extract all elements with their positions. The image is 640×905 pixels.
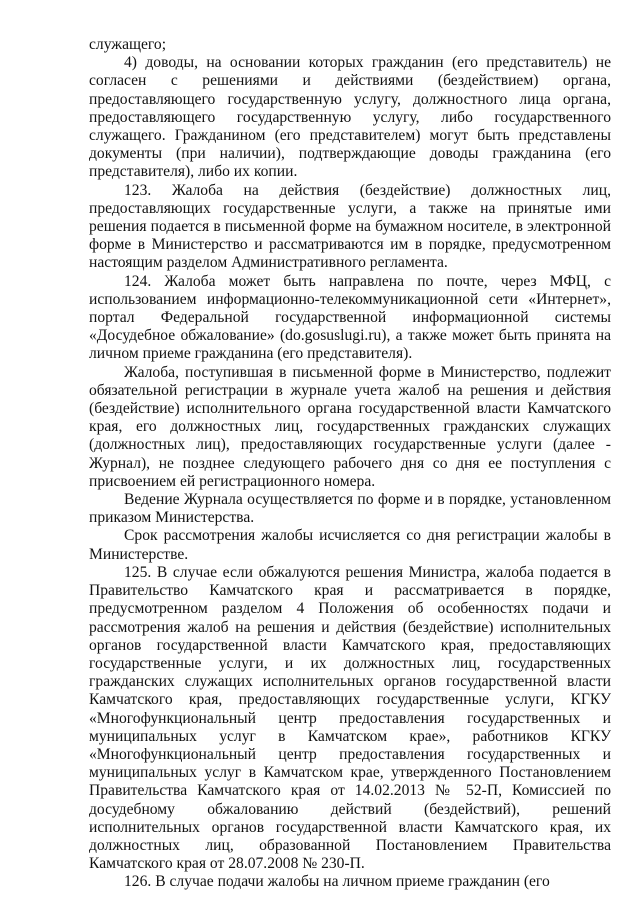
paragraph-126: 126. В случае подачи жалобы на личном приеме гражданин (его — [124, 873, 550, 891]
paragraph-term: Срок рассмотрения жалобы исчисляется со дня регистрации жалобы в Министерстве. — [89, 527, 611, 563]
paragraph-125: 125. В случае если обжалуются решения Министра, жалоба подается в Правительство Камчатского края и рассматривается в порядке, предусмотренном разделом 4 Положения об особенностях подачи и рассмотрения жалоб на решения и действия (бездействие) исполнительных органов государственной власти Камчатского края, предоставляющих государственные услуги, и их должностных лиц, государственных гражданских служащих исполнительных органов государственной власти Камчатского края, предоставляющих государственные услуги, КГКУ «Многофункциональный центр предоставления государственных и муниципальных услуг в Камчатском крае», работников КГКУ «Многофункциональный центр предоставления государственных и муниципальных услуг в Камчатском крае, утвержденного Постановлением Правительства Камчатского края от 14.02.2013 № 52-П, Комиссией по досудебному обжалованию действий (бездействий), решений исполнительных органов государственной власти Камчатского края, их должностных лиц, образованной Постановлением Правительства Камчатского края от 28.07.2008 № 230-П. — [89, 563, 611, 873]
paragraph-124: 124. Жалоба может быть направлена по почте, через МФЦ, с использованием информационно-телекоммуникационной сети «Интернет», портал Федеральной государственной информационной системы «Досудебное обжалование» (do.gosuslugi.ru), а также может быть принята на личном приеме гражданина (его представителя). — [89, 272, 611, 363]
paragraph-registration: Жалоба, поступившая в письменной форме в Министерство, подлежит обязательной регистрации в журнале учета жалоб на решения и действия (бездействие) исполнительного органа государственной власти Камчатского края, его должностных лиц, государственных гражданских служащих (должностных лиц), предоставляющих государственные услуги (далее - Журнал), не позднее следующего рабочего дня со дня ее поступления с присвоением ей регистрационного номера. — [89, 363, 611, 490]
document-body — [89, 36, 611, 892]
paragraph-journal: Ведение Журнала осуществляется по форме и в порядке, установленном приказом Министерства. — [89, 491, 611, 527]
paragraph-item-4: 4) доводы, на основании которых гражданин (его представитель) не согласен с решениями и действиями (бездействием) органа, предоставляющего государственную услугу, должностного лица органа, предоставляющего государственную услугу, либо государственного служащего. Гражданином (его представителем) могут быть представлены документы (при наличии), подтверждающие доводы гражданина (его представителя), либо их копии. — [89, 54, 611, 181]
paragraph-continuation: служащего; — [89, 36, 167, 53]
paragraph-123: 123. Жалоба на действия (бездействие) должностных лиц, предоставляющих государственные услуги, а также на принятые ими решения подается в письменной форме на бумажном носителе, в электронной форме в Министерство и рассматриваются им в порядке, предусмотренном настоящим разделом Административного регламента. — [89, 181, 611, 272]
